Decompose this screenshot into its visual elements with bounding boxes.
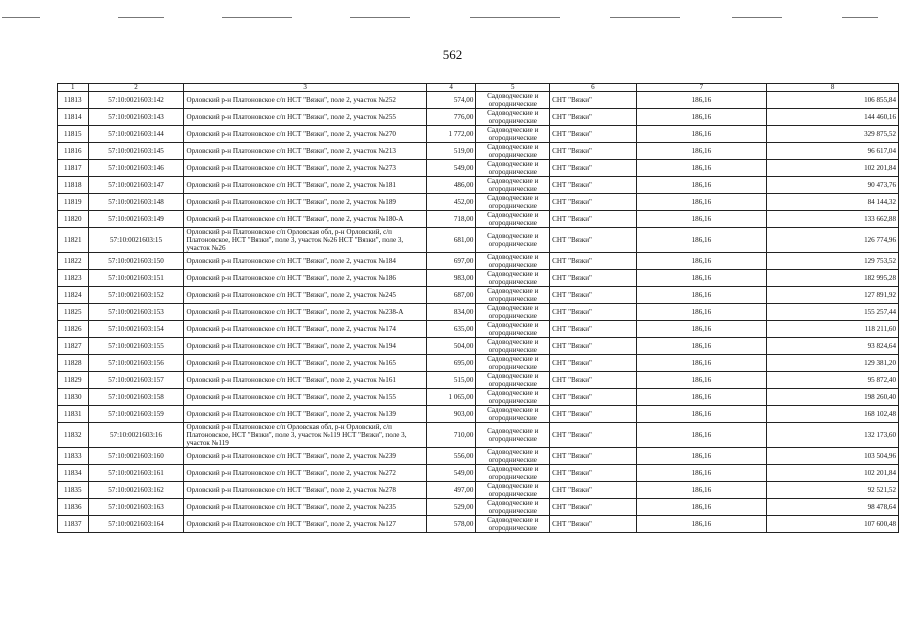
cadastral-value: 93 824,64 bbox=[767, 338, 899, 355]
specific-cadastral-value: 186,16 bbox=[636, 372, 767, 389]
row-number: 11813 bbox=[58, 92, 89, 109]
plot-address: Орловский р-н Платоновское с/п НСТ "Вязки", поле 2, участок №189 bbox=[184, 194, 426, 211]
owner-name: СНТ "Вязки" bbox=[550, 177, 636, 194]
column-header: 8 bbox=[767, 84, 899, 92]
specific-cadastral-value: 186,16 bbox=[636, 177, 767, 194]
table-row bbox=[58, 406, 899, 423]
cadastral-number: 57:10:0021603:160 bbox=[88, 448, 184, 465]
cadastral-value: 96 617,04 bbox=[767, 143, 899, 160]
cadastral-value: 155 257,44 bbox=[767, 304, 899, 321]
plot-area: 549,00 bbox=[426, 465, 476, 482]
column-header: 3 bbox=[184, 84, 426, 92]
plot-address: Орловский р-н Платоновское с/п НСТ "Вязки", поле 2, участок №252 bbox=[184, 92, 426, 109]
owner-name: СНТ "Вязки" bbox=[550, 253, 636, 270]
owner-name: СНТ "Вязки" bbox=[550, 143, 636, 160]
cadastral-number: 57:10:0021603:164 bbox=[88, 516, 184, 533]
row-number: 11816 bbox=[58, 143, 89, 160]
cadastral-number: 57:10:0021603:147 bbox=[88, 177, 184, 194]
plot-address: Орловский р-н Платоновское с/п НСТ "Вязки", поле 2, участок №272 bbox=[184, 465, 426, 482]
plot-address: Орловский р-н Платоновское с/п НСТ "Вязки", поле 2, участок №139 bbox=[184, 406, 426, 423]
specific-cadastral-value: 186,16 bbox=[636, 160, 767, 177]
table-row bbox=[58, 211, 899, 228]
plot-address: Орловский р-н Платоновское с/п НСТ "Вязки", поле 2, участок №273 bbox=[184, 160, 426, 177]
specific-cadastral-value: 186,16 bbox=[636, 304, 767, 321]
cadastral-number: 57:10:0021603:144 bbox=[88, 126, 184, 143]
row-number: 11823 bbox=[58, 270, 89, 287]
plot-address: Орловский р-н Платоновское с/п НСТ "Вязки", поле 2, участок №239 bbox=[184, 448, 426, 465]
plot-area: 486,00 bbox=[426, 177, 476, 194]
table-row bbox=[58, 253, 899, 270]
plot-area: 519,00 bbox=[426, 143, 476, 160]
column-header: 4 bbox=[426, 84, 476, 92]
table-row bbox=[58, 482, 899, 499]
row-number: 11835 bbox=[58, 482, 89, 499]
owner-name: СНТ "Вязки" bbox=[550, 304, 636, 321]
cadastral-number: 57:10:0021603:142 bbox=[88, 92, 184, 109]
specific-cadastral-value: 186,16 bbox=[636, 338, 767, 355]
plot-address: Орловский р-н Платоновское с/п НСТ "Вязки", поле 2, участок №245 bbox=[184, 287, 426, 304]
plot-area: 549,00 bbox=[426, 160, 476, 177]
specific-cadastral-value: 186,16 bbox=[636, 92, 767, 109]
table-row bbox=[58, 338, 899, 355]
permitted-use: Садоводческие и огороднические bbox=[476, 126, 550, 143]
owner-name: СНТ "Вязки" bbox=[550, 482, 636, 499]
plot-area: 504,00 bbox=[426, 338, 476, 355]
table-row bbox=[58, 143, 899, 160]
specific-cadastral-value: 186,16 bbox=[636, 448, 767, 465]
table-row bbox=[58, 92, 899, 109]
row-number: 11832 bbox=[58, 423, 89, 448]
permitted-use: Садоводческие и огороднические bbox=[476, 109, 550, 126]
owner-name: СНТ "Вязки" bbox=[550, 228, 636, 253]
row-number: 11820 bbox=[58, 211, 89, 228]
row-number: 11827 bbox=[58, 338, 89, 355]
plot-address: Орловский р-н Платоновское с/п НСТ "Вязки", поле 2, участок №155 bbox=[184, 389, 426, 406]
cadastral-value: 102 201,84 bbox=[767, 160, 899, 177]
scan-header-marks bbox=[0, 14, 905, 22]
specific-cadastral-value: 186,16 bbox=[636, 389, 767, 406]
row-number: 11834 bbox=[58, 465, 89, 482]
table-row bbox=[58, 270, 899, 287]
specific-cadastral-value: 186,16 bbox=[636, 143, 767, 160]
specific-cadastral-value: 186,16 bbox=[636, 406, 767, 423]
table-row bbox=[58, 423, 899, 448]
cadastral-value: 144 460,16 bbox=[767, 109, 899, 126]
row-number: 11818 bbox=[58, 177, 89, 194]
plot-area: 578,00 bbox=[426, 516, 476, 533]
table-row bbox=[58, 304, 899, 321]
cadastral-value: 133 662,88 bbox=[767, 211, 899, 228]
table-header-row bbox=[58, 84, 899, 92]
plot-address: Орловский р-н Платоновское с/п НСТ "Вязки", поле 2, участок №184 bbox=[184, 253, 426, 270]
cadastral-number: 57:10:0021603:151 bbox=[88, 270, 184, 287]
cadastral-value: 103 504,96 bbox=[767, 448, 899, 465]
cadastral-number: 57:10:0021603:159 bbox=[88, 406, 184, 423]
permitted-use: Садоводческие и огороднические bbox=[476, 355, 550, 372]
table-row bbox=[58, 372, 899, 389]
owner-name: СНТ "Вязки" bbox=[550, 194, 636, 211]
table-row bbox=[58, 516, 899, 533]
row-number: 11815 bbox=[58, 126, 89, 143]
cadastral-value: 84 144,32 bbox=[767, 194, 899, 211]
row-number: 11833 bbox=[58, 448, 89, 465]
specific-cadastral-value: 186,16 bbox=[636, 270, 767, 287]
specific-cadastral-value: 186,16 bbox=[636, 321, 767, 338]
permitted-use: Садоводческие и огороднические bbox=[476, 338, 550, 355]
owner-name: СНТ "Вязки" bbox=[550, 372, 636, 389]
cadastral-value: 95 872,40 bbox=[767, 372, 899, 389]
column-header: 7 bbox=[636, 84, 767, 92]
owner-name: СНТ "Вязки" bbox=[550, 448, 636, 465]
cadastral-number: 57:10:0021603:163 bbox=[88, 499, 184, 516]
plot-area: 497,00 bbox=[426, 482, 476, 499]
row-number: 11824 bbox=[58, 287, 89, 304]
specific-cadastral-value: 186,16 bbox=[636, 253, 767, 270]
plot-area: 687,00 bbox=[426, 287, 476, 304]
plot-area: 695,00 bbox=[426, 355, 476, 372]
permitted-use: Садоводческие и огороднические bbox=[476, 406, 550, 423]
table-body bbox=[58, 92, 899, 533]
table-row bbox=[58, 177, 899, 194]
plot-area: 515,00 bbox=[426, 372, 476, 389]
plot-address: Орловский р-н Платоновское с/п НСТ "Вязки", поле 2, участок №180-А bbox=[184, 211, 426, 228]
plot-address: Орловский р-н Платоновское с/п НСТ "Вязки", поле 2, участок №278 bbox=[184, 482, 426, 499]
owner-name: СНТ "Вязки" bbox=[550, 160, 636, 177]
cadastral-value: 107 600,48 bbox=[767, 516, 899, 533]
permitted-use: Садоводческие и огороднические bbox=[476, 270, 550, 287]
cadastral-number: 57:10:0021603:15 bbox=[88, 228, 184, 253]
cadastral-value: 102 201,84 bbox=[767, 465, 899, 482]
row-number: 11825 bbox=[58, 304, 89, 321]
specific-cadastral-value: 186,16 bbox=[636, 355, 767, 372]
permitted-use: Садоводческие и огороднические bbox=[476, 177, 550, 194]
table-row bbox=[58, 355, 899, 372]
owner-name: СНТ "Вязки" bbox=[550, 321, 636, 338]
plot-address: Орловский р-н Платоновское с/п НСТ "Вязки", поле 2, участок №127 bbox=[184, 516, 426, 533]
permitted-use: Садоводческие и огороднические bbox=[476, 304, 550, 321]
plot-area: 1 065,00 bbox=[426, 389, 476, 406]
cadastral-number: 57:10:0021603:146 bbox=[88, 160, 184, 177]
permitted-use: Садоводческие и огороднические bbox=[476, 92, 550, 109]
plot-area: 903,00 bbox=[426, 406, 476, 423]
permitted-use: Садоводческие и огороднические bbox=[476, 253, 550, 270]
cadastral-number: 57:10:0021603:162 bbox=[88, 482, 184, 499]
cadastral-value: 106 855,84 bbox=[767, 92, 899, 109]
permitted-use: Садоводческие и огороднические bbox=[476, 194, 550, 211]
table-row bbox=[58, 321, 899, 338]
owner-name: СНТ "Вязки" bbox=[550, 423, 636, 448]
owner-name: СНТ "Вязки" bbox=[550, 211, 636, 228]
plot-area: 983,00 bbox=[426, 270, 476, 287]
table-row bbox=[58, 499, 899, 516]
plot-area: 529,00 bbox=[426, 499, 476, 516]
plot-address: Орловский р-н Платоновское с/п НСТ "Вязки", поле 2, участок №270 bbox=[184, 126, 426, 143]
plot-address: Орловский р-н Платоновское с/п НСТ "Вязки", поле 2, участок №235 bbox=[184, 499, 426, 516]
owner-name: СНТ "Вязки" bbox=[550, 389, 636, 406]
cadastral-value: 198 260,40 bbox=[767, 389, 899, 406]
plot-address: Орловский р-н Платоновское с/п НСТ "Вязки", поле 2, участок №186 bbox=[184, 270, 426, 287]
owner-name: СНТ "Вязки" bbox=[550, 406, 636, 423]
land-plots-table bbox=[57, 83, 899, 533]
cadastral-number: 57:10:0021603:154 bbox=[88, 321, 184, 338]
table-row bbox=[58, 287, 899, 304]
owner-name: СНТ "Вязки" bbox=[550, 355, 636, 372]
plot-address: Орловский р-н Платоновское с/п НСТ "Вязки", поле 2, участок №181 bbox=[184, 177, 426, 194]
table-row bbox=[58, 126, 899, 143]
cadastral-value: 92 521,52 bbox=[767, 482, 899, 499]
plot-area: 556,00 bbox=[426, 448, 476, 465]
specific-cadastral-value: 186,16 bbox=[636, 228, 767, 253]
plot-address: Орловский р-н Платоновское с/п Орловская обл, р-н Орловский, с/п Платоновское, НСТ "Вязки", поле 3, участок №119 НСТ "Вязки", поле 3, участок №119 bbox=[184, 423, 426, 448]
table-row bbox=[58, 389, 899, 406]
plot-address: Орловский р-н Платоновское с/п НСТ "Вязки", поле 2, участок №194 bbox=[184, 338, 426, 355]
plot-area: 452,00 bbox=[426, 194, 476, 211]
plot-address: Орловский р-н Платоновское с/п НСТ "Вязки", поле 2, участок №165 bbox=[184, 355, 426, 372]
row-number: 11837 bbox=[58, 516, 89, 533]
row-number: 11829 bbox=[58, 372, 89, 389]
cadastral-number: 57:10:0021603:158 bbox=[88, 389, 184, 406]
row-number: 11817 bbox=[58, 160, 89, 177]
page-number: 562 bbox=[442, 47, 463, 62]
table-row bbox=[58, 465, 899, 482]
specific-cadastral-value: 186,16 bbox=[636, 465, 767, 482]
specific-cadastral-value: 186,16 bbox=[636, 516, 767, 533]
cadastral-value: 182 995,28 bbox=[767, 270, 899, 287]
row-number: 11830 bbox=[58, 389, 89, 406]
permitted-use: Садоводческие и огороднические bbox=[476, 211, 550, 228]
row-number: 11826 bbox=[58, 321, 89, 338]
owner-name: СНТ "Вязки" bbox=[550, 287, 636, 304]
plot-area: 1 772,00 bbox=[426, 126, 476, 143]
cadastral-number: 57:10:0021603:149 bbox=[88, 211, 184, 228]
row-number: 11819 bbox=[58, 194, 89, 211]
owner-name: СНТ "Вязки" bbox=[550, 516, 636, 533]
permitted-use: Садоводческие и огороднические bbox=[476, 160, 550, 177]
permitted-use: Садоводческие и огороднические bbox=[476, 372, 550, 389]
cadastral-value: 118 211,60 bbox=[767, 321, 899, 338]
row-number: 11831 bbox=[58, 406, 89, 423]
plot-address: Орловский р-н Платоновское с/п НСТ "Вязки", поле 2, участок №174 bbox=[184, 321, 426, 338]
permitted-use: Садоводческие и огороднические bbox=[476, 482, 550, 499]
cadastral-value: 168 102,48 bbox=[767, 406, 899, 423]
plot-area: 574,00 bbox=[426, 92, 476, 109]
cadastral-number: 57:10:0021603:157 bbox=[88, 372, 184, 389]
plot-address: Орловский р-н Платоновское с/п НСТ "Вязки", поле 2, участок №213 bbox=[184, 143, 426, 160]
cadastral-number: 57:10:0021603:156 bbox=[88, 355, 184, 372]
cadastral-number: 57:10:0021603:161 bbox=[88, 465, 184, 482]
owner-name: СНТ "Вязки" bbox=[550, 109, 636, 126]
row-number: 11822 bbox=[58, 253, 89, 270]
row-number: 11836 bbox=[58, 499, 89, 516]
column-header: 1 bbox=[58, 84, 89, 92]
owner-name: СНТ "Вязки" bbox=[550, 465, 636, 482]
permitted-use: Садоводческие и огороднические bbox=[476, 516, 550, 533]
column-header: 6 bbox=[550, 84, 636, 92]
permitted-use: Садоводческие и огороднические bbox=[476, 465, 550, 482]
cadastral-value: 129 753,52 bbox=[767, 253, 899, 270]
cadastral-number: 57:10:0021603:155 bbox=[88, 338, 184, 355]
permitted-use: Садоводческие и огороднические bbox=[476, 423, 550, 448]
permitted-use: Садоводческие и огороднические bbox=[476, 287, 550, 304]
specific-cadastral-value: 186,16 bbox=[636, 287, 767, 304]
owner-name: СНТ "Вязки" bbox=[550, 270, 636, 287]
cadastral-value: 129 381,20 bbox=[767, 355, 899, 372]
row-number: 11814 bbox=[58, 109, 89, 126]
table-row bbox=[58, 160, 899, 177]
cadastral-number: 57:10:0021603:16 bbox=[88, 423, 184, 448]
cadastral-number: 57:10:0021603:150 bbox=[88, 253, 184, 270]
row-number: 11821 bbox=[58, 228, 89, 253]
plot-address: Орловский р-н Платоновское с/п НСТ "Вязки", поле 2, участок №238-А bbox=[184, 304, 426, 321]
specific-cadastral-value: 186,16 bbox=[636, 126, 767, 143]
specific-cadastral-value: 186,16 bbox=[636, 109, 767, 126]
plot-area: 776,00 bbox=[426, 109, 476, 126]
specific-cadastral-value: 186,16 bbox=[636, 499, 767, 516]
cadastral-value: 132 173,60 bbox=[767, 423, 899, 448]
cadastral-number: 57:10:0021603:153 bbox=[88, 304, 184, 321]
plot-area: 718,00 bbox=[426, 211, 476, 228]
owner-name: СНТ "Вязки" bbox=[550, 92, 636, 109]
permitted-use: Садоводческие и огороднические bbox=[476, 228, 550, 253]
specific-cadastral-value: 186,16 bbox=[636, 482, 767, 499]
plot-address: Орловский р-н Платоновское с/п Орловская обл, р-н Орловский, с/п Платоновское, НСТ "Вязки", поле 3, участок №26 НСТ "Вязки", поле 3, участок №26 bbox=[184, 228, 426, 253]
permitted-use: Садоводческие и огороднические bbox=[476, 143, 550, 160]
column-header: 5 bbox=[476, 84, 550, 92]
table-row bbox=[58, 109, 899, 126]
specific-cadastral-value: 186,16 bbox=[636, 194, 767, 211]
owner-name: СНТ "Вязки" bbox=[550, 338, 636, 355]
owner-name: СНТ "Вязки" bbox=[550, 499, 636, 516]
cadastral-value: 329 875,52 bbox=[767, 126, 899, 143]
cadastral-value: 90 473,76 bbox=[767, 177, 899, 194]
plot-area: 635,00 bbox=[426, 321, 476, 338]
table-row bbox=[58, 448, 899, 465]
plot-area: 697,00 bbox=[426, 253, 476, 270]
table-row bbox=[58, 194, 899, 211]
plot-address: Орловский р-н Платоновское с/п НСТ "Вязки", поле 2, участок №161 bbox=[184, 372, 426, 389]
permitted-use: Садоводческие и огороднические bbox=[476, 321, 550, 338]
owner-name: СНТ "Вязки" bbox=[550, 126, 636, 143]
cadastral-number: 57:10:0021603:148 bbox=[88, 194, 184, 211]
specific-cadastral-value: 186,16 bbox=[636, 211, 767, 228]
cadastral-value: 127 891,92 bbox=[767, 287, 899, 304]
permitted-use: Садоводческие и огороднические bbox=[476, 389, 550, 406]
cadastral-number: 57:10:0021603:143 bbox=[88, 109, 184, 126]
plot-area: 710,00 bbox=[426, 423, 476, 448]
permitted-use: Садоводческие и огороднические bbox=[476, 448, 550, 465]
cadastral-value: 126 774,96 bbox=[767, 228, 899, 253]
plot-area: 681,00 bbox=[426, 228, 476, 253]
column-header: 2 bbox=[88, 84, 184, 92]
specific-cadastral-value: 186,16 bbox=[636, 423, 767, 448]
cadastral-number: 57:10:0021603:145 bbox=[88, 143, 184, 160]
cadastral-value: 98 478,64 bbox=[767, 499, 899, 516]
permitted-use: Садоводческие и огороднические bbox=[476, 499, 550, 516]
row-number: 11828 bbox=[58, 355, 89, 372]
cadastral-number: 57:10:0021603:152 bbox=[88, 287, 184, 304]
plot-area: 834,00 bbox=[426, 304, 476, 321]
table-row bbox=[58, 228, 899, 253]
plot-address: Орловский р-н Платоновское с/п НСТ "Вязки", поле 2, участок №255 bbox=[184, 109, 426, 126]
